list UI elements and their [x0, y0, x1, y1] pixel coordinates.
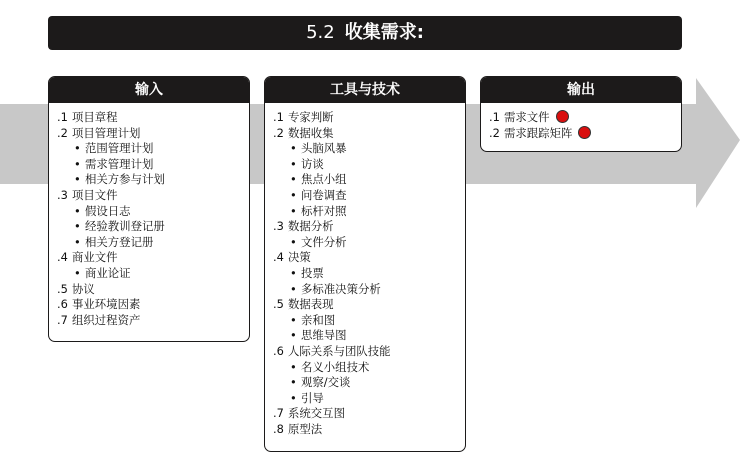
subitem-label: 经验教训登记册: [85, 219, 165, 234]
inputs-subitem: [57, 172, 241, 188]
item-number: .3: [273, 219, 284, 234]
item-label: 需求跟踪矩阵: [504, 125, 573, 140]
item-number: .2: [273, 125, 284, 140]
bullet-icon: •: [290, 156, 297, 171]
outputs-item: [489, 110, 673, 126]
tools-subitem: [273, 141, 457, 157]
inputs-subitem: [57, 157, 241, 173]
bullet-icon: •: [290, 187, 297, 202]
item-label: 原型法: [288, 421, 323, 436]
subitem-label: 亲和图: [301, 312, 336, 327]
item-number: .7: [273, 406, 284, 421]
bullet-icon: •: [290, 265, 297, 280]
item-number: .5: [57, 281, 68, 296]
red-dot-marker-icon: [556, 110, 569, 123]
tools-item: [273, 250, 457, 266]
item-label: 协议: [72, 281, 95, 296]
tools-item: [273, 344, 457, 360]
tools-item: [273, 110, 457, 126]
tools-subitem: [273, 282, 457, 298]
tools-subitem: [273, 360, 457, 376]
item-label: 系统交互图: [288, 406, 345, 421]
process-number: 5.2: [306, 22, 335, 43]
subitem-label: 需求管理计划: [85, 156, 154, 171]
red-dot-marker-icon: [578, 126, 591, 139]
item-label: 事业环境因素: [72, 297, 141, 312]
bullet-icon: •: [290, 312, 297, 327]
process-title: 收集需求:: [344, 22, 424, 43]
bullet-icon: •: [74, 219, 81, 234]
bullet-icon: •: [74, 234, 81, 249]
tools-subitem: [273, 204, 457, 220]
bullet-icon: •: [290, 141, 297, 156]
bullet-icon: •: [290, 375, 297, 390]
item-label: 数据分析: [288, 219, 334, 234]
bullet-icon: •: [74, 203, 81, 218]
tools-item: [273, 297, 457, 313]
subitem-label: 文件分析: [301, 234, 347, 249]
item-number: .8: [273, 421, 284, 436]
bullet-icon: •: [74, 172, 81, 187]
item-number: .7: [57, 312, 68, 327]
outputs-list: [481, 103, 681, 141]
item-label: 项目章程: [72, 110, 118, 124]
item-label: 决策: [288, 250, 311, 265]
subitem-label: 投票: [301, 265, 324, 280]
tools-item: [273, 126, 457, 142]
item-label: 项目文件: [72, 187, 118, 202]
tools-header: 工具与技术: [265, 77, 465, 103]
subitem-label: 假设日志: [85, 203, 131, 218]
item-number: .1: [489, 110, 500, 124]
outputs-panel: [480, 76, 682, 152]
subitem-label: 焦点小组: [301, 172, 347, 187]
bullet-icon: •: [290, 234, 297, 249]
subitem-label: 问卷调查: [301, 187, 347, 202]
tools-subitem: [273, 391, 457, 407]
item-label: 专家判断: [288, 110, 334, 124]
inputs-item: [57, 110, 241, 126]
bullet-icon: •: [74, 156, 81, 171]
tools-panel: [264, 76, 466, 452]
item-number: .6: [273, 343, 284, 358]
tools-subitem: [273, 375, 457, 391]
bullet-icon: •: [290, 359, 297, 374]
item-label: 组织过程资产: [72, 312, 141, 327]
subitem-label: 名义小组技术: [301, 359, 370, 374]
inputs-subitem: [57, 235, 241, 251]
item-label: 需求文件: [504, 110, 550, 124]
bullet-icon: •: [290, 328, 297, 343]
tools-subitem: [273, 188, 457, 204]
outputs-item: [489, 126, 673, 142]
inputs-list: [49, 103, 249, 328]
subitem-label: 思维导图: [301, 328, 347, 343]
subitem-label: 头脑风暴: [301, 141, 347, 156]
tools-item: [273, 219, 457, 235]
item-number: .1: [273, 110, 284, 124]
item-label: 商业文件: [72, 250, 118, 265]
subitem-label: 相关方参与计划: [85, 172, 165, 187]
inputs-subitem: [57, 204, 241, 220]
bullet-icon: •: [290, 203, 297, 218]
tools-subitem: [273, 235, 457, 251]
bullet-icon: •: [290, 281, 297, 296]
item-number: .4: [57, 250, 68, 265]
item-number: .2: [57, 125, 68, 140]
bullet-icon: •: [290, 172, 297, 187]
item-number: .3: [57, 187, 68, 202]
tools-subitem: [273, 172, 457, 188]
outputs-header: 输出: [481, 77, 681, 103]
process-title-bar: [48, 16, 682, 50]
bullet-icon: •: [290, 390, 297, 405]
tools-list: [265, 103, 465, 437]
item-number: .2: [489, 125, 500, 140]
tools-subitem: [273, 157, 457, 173]
subitem-label: 相关方登记册: [85, 234, 154, 249]
subitem-label: 引导: [301, 390, 324, 405]
subitem-label: 标杆对照: [301, 203, 347, 218]
subitem-label: 范围管理计划: [85, 141, 154, 156]
tools-item: [273, 406, 457, 422]
item-label: 数据表现: [288, 297, 334, 312]
inputs-subitem: [57, 266, 241, 282]
tools-subitem: [273, 313, 457, 329]
item-number: .4: [273, 250, 284, 265]
subitem-label: 访谈: [301, 156, 324, 171]
item-label: 数据收集: [288, 125, 334, 140]
inputs-panel: [48, 76, 250, 342]
tools-subitem: [273, 328, 457, 344]
tools-subitem: [273, 266, 457, 282]
subitem-label: 观察/交谈: [301, 375, 351, 390]
inputs-item: [57, 126, 241, 142]
item-number: .6: [57, 297, 68, 312]
tools-item: [273, 422, 457, 438]
inputs-subitem: [57, 141, 241, 157]
inputs-item: [57, 188, 241, 204]
item-label: 项目管理计划: [72, 125, 141, 140]
bullet-icon: •: [74, 265, 81, 280]
subitem-label: 商业论证: [85, 265, 131, 280]
item-number: .1: [57, 110, 68, 124]
inputs-item: [57, 250, 241, 266]
inputs-header: 输入: [49, 77, 249, 103]
item-label: 人际关系与团队技能: [288, 343, 391, 358]
inputs-item: [57, 297, 241, 313]
inputs-subitem: [57, 219, 241, 235]
inputs-item: [57, 282, 241, 298]
bullet-icon: •: [74, 141, 81, 156]
inputs-item: [57, 313, 241, 329]
item-number: .5: [273, 297, 284, 312]
subitem-label: 多标准决策分析: [301, 281, 381, 296]
